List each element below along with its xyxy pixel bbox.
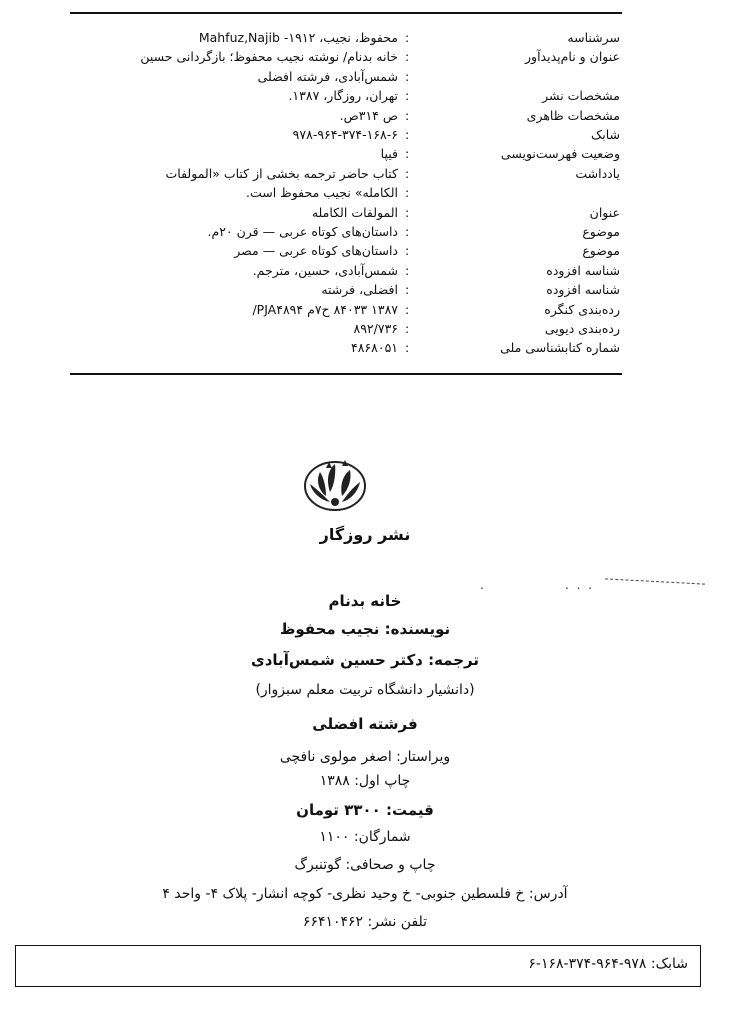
catalog-colon: : <box>405 302 410 317</box>
isbn-text: شابک: ۹۷۸-۹۶۴-۳۷۴-۱۶۸-۶ <box>528 956 688 972</box>
catalog-colon: : <box>405 282 410 297</box>
catalog-colon: : <box>405 30 410 45</box>
catalog-label: شابک <box>591 127 620 142</box>
catalog-colon: : <box>405 88 410 103</box>
catalog-colon: : <box>405 263 410 278</box>
edition-line: چاپ اول: ۱۳۸۸ <box>319 773 411 789</box>
catalog-colon: : <box>405 321 410 336</box>
catalog-value: خانه بدنام/ نوشته نجیب محفوظ؛ بازگردانی حسین <box>140 49 398 64</box>
phone-line: تلفن نشر: ۶۶۴۱۰۴۶۲ <box>302 914 428 930</box>
catalog-label: عنوان <box>589 205 620 220</box>
publisher-name: نشر روزگار <box>319 525 411 544</box>
catalog-label: وضعیت فهرست‌نویسی <box>500 146 620 161</box>
catalog-colon: : <box>405 108 410 123</box>
catalog-label: مشخصات نشر <box>542 88 620 103</box>
co-translator-line: فرشته افضلی <box>312 715 418 733</box>
catalog-value: داستان‌های کوتاه عربی — قرن ۲۰م. <box>207 224 398 239</box>
affiliation-line: (دانشیار دانشگاه تربیت معلم سبزوار) <box>255 682 475 698</box>
catalog-label: موضوع <box>582 224 620 239</box>
catalog-colon: : <box>405 127 410 142</box>
print-run-line: شمارگان: ۱۱۰۰ <box>319 829 411 845</box>
stray-dots-2: . . . <box>565 578 595 592</box>
catalog-colon: : <box>405 340 410 355</box>
catalog-value: الکامله» نجیب محفوظ است. <box>246 185 398 200</box>
catalog-value: محفوظ، نجیب، ۱۹۱۲- Mahfuz,Najib <box>198 30 398 45</box>
catalog-label: شناسه افزوده <box>546 263 620 278</box>
catalog-value: ۹۷۸-۹۶۴-۳۷۴-۱۶۸-۶ <box>292 127 398 142</box>
catalog-colon: : <box>405 205 410 220</box>
catalog-value: شمس‌آبادی، حسین، مترجم. <box>252 263 398 278</box>
catalog-label: شناسه افزوده <box>546 282 620 297</box>
catalog-label: یادداشت <box>575 166 620 181</box>
catalog-colon: : <box>405 69 410 84</box>
catalog-label: موضوع <box>582 243 620 258</box>
catalog-colon: : <box>405 185 410 200</box>
catalog-value: ۱۳۸۷ ۸۴۰۳۳ ح۷م PJA۴۸۹۴/ <box>252 302 398 317</box>
book-title: خانه بدنام <box>328 592 402 610</box>
catalog-value: ۴۸۶۸۰۵۱ <box>351 340 398 355</box>
catalog-label: سرشناسه <box>567 30 620 45</box>
catalog-label: رده‌بندی کنگره <box>544 302 620 317</box>
catalog-colon: : <box>405 243 410 258</box>
catalog-label: مشخصات ظاهری <box>526 108 620 123</box>
catalog-colon: : <box>405 224 410 239</box>
bottom-rule <box>70 373 622 375</box>
catalog-label: شماره کتابشناسی ملی <box>500 340 620 355</box>
author-line: نویسنده: نجیب محفوظ <box>279 620 451 638</box>
publisher-logo-icon <box>290 452 380 514</box>
price-line: قیمت: ۳۳۰۰ تومان <box>296 801 434 819</box>
stray-dots: . <box>480 578 486 592</box>
catalog-value: کتاب حاضر ترجمه بخشی از کتاب «المولفات <box>165 166 398 181</box>
catalog-colon: : <box>405 146 410 161</box>
catalog-value: ص ۳۱۴ص. <box>339 108 398 123</box>
isbn-box <box>15 945 701 987</box>
editor-line: ویراستار: اصغر مولوی نافچی <box>279 749 451 765</box>
catalog-label: عنوان و نام‌پدیدآور <box>525 49 620 64</box>
stray-dash-line <box>605 578 705 584</box>
catalog-value: تهران، روزگار، ۱۳۸۷. <box>288 88 398 103</box>
catalog-colon: : <box>405 166 410 181</box>
catalog-value: افضلی، فرشته <box>321 282 398 297</box>
catalog-colon: : <box>405 49 410 64</box>
cataloging-block <box>0 0 730 380</box>
catalog-value: ۸۹۲/۷۳۶ <box>353 321 398 336</box>
catalog-label: رده‌بندی دیویی <box>544 321 620 336</box>
translator-line: ترجمه: دکتر حسین شمس‌آبادی <box>250 651 480 669</box>
printing-line: چاپ و صحافی: گوتنبرگ <box>294 857 436 873</box>
address-line: آدرس: خ فلسطین جنوبی- خ وحید نظری- کوچه انشار- پلاک ۴- واحد ۴ <box>162 886 568 902</box>
catalog-value: داستان‌های کوتاه عربی — مصر <box>234 243 398 258</box>
catalog-value: شمس‌آبادی، فرشته افضلی <box>257 69 398 84</box>
catalog-value: المولفات الکامله <box>311 205 398 220</box>
catalog-value: فیپا <box>380 146 398 161</box>
